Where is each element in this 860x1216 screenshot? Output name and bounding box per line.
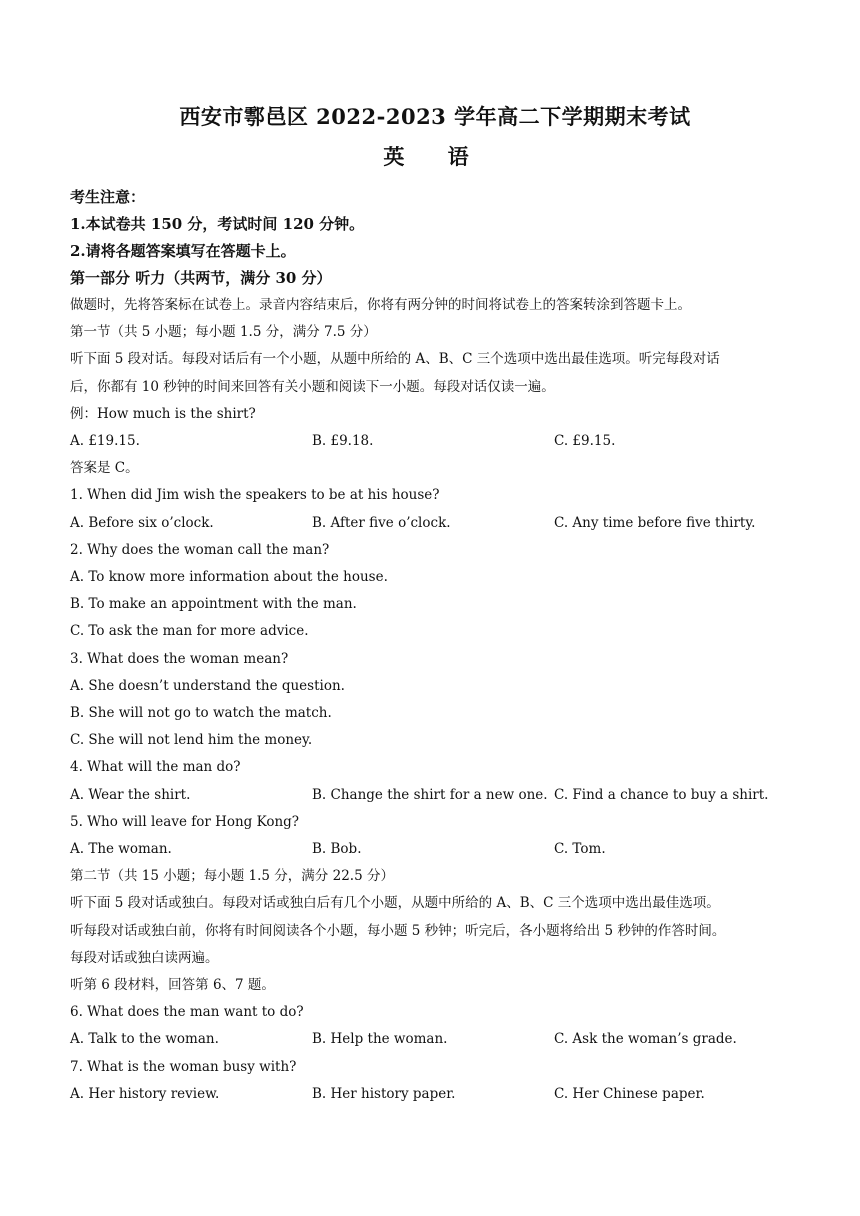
section2-instruction: 每段对话或独白读两遍。 — [70, 949, 219, 966]
option-b: B. To make an appointment with the man. — [70, 596, 357, 613]
option-c: C. Tom. — [554, 841, 606, 858]
option-a: A. Wear the shirt. — [70, 786, 191, 803]
section2-heading: 第二节（共 15 小题；每小题 1.5 分，满分 22.5 分） — [70, 868, 394, 885]
option-a: A. To know more information about the house. — [70, 569, 388, 586]
exam-page — [70, 100, 800, 1108]
part1-heading: 第一部分 听力（共两节，满分 30 分） — [70, 269, 332, 287]
option-c: C. To ask the man for more advice. — [70, 623, 309, 640]
question-5: 5. Who will leave for Hong Kong? — [70, 813, 300, 830]
section1-heading: 第一节（共 5 小题；每小题 1.5 分，满分 7.5 分） — [70, 324, 377, 341]
question-3: 3. What does the woman mean? — [70, 650, 289, 667]
question-7-options — [70, 1081, 800, 1108]
option-b: B. She will not go to watch the match. — [70, 705, 332, 722]
question-5-options — [70, 836, 800, 863]
option-a: A. Before six o’clock. — [70, 514, 214, 531]
option-c: C. £9.15. — [554, 433, 616, 450]
option-c: C. Any time before five thirty. — [554, 514, 756, 531]
question-1-options — [70, 510, 800, 537]
option-a: A. The woman. — [70, 841, 172, 858]
section1-instruction: 后，你都有 10 秒钟的时间来回答有关小题和阅读下一小题。每段对话仅读一遍。 — [70, 378, 555, 395]
option-a: A. She doesn’t understand the question. — [70, 677, 345, 694]
option-b: B. Her history paper. — [312, 1085, 456, 1102]
example-options — [70, 428, 800, 455]
option-a: A. £19.15. — [70, 433, 140, 450]
option-b: B. After five o’clock. — [312, 514, 451, 531]
page-title: 西安市鄠邑区 2022-2023 学年高二下学期期末考试 — [179, 104, 691, 129]
option-a: A. Talk to the woman. — [70, 1031, 219, 1048]
section2-instruction: 听每段对话或独白前，你将有时间阅读各个小题，每小题 5 秒钟；听完后，各小题将给出 5 秒钟的作答时间。 — [70, 922, 726, 939]
option-c: C. Find a chance to buy a shirt. — [554, 786, 769, 803]
option-b: B. Help the woman. — [312, 1031, 448, 1048]
option-c: C. Ask the woman’s grade. — [554, 1031, 737, 1048]
option-c: C. Her Chinese paper. — [554, 1085, 705, 1102]
notice-heading: 考生注意： — [70, 188, 146, 206]
notice-item: 1.本试卷共 150 分，考试时间 120 分钟。 — [70, 215, 365, 233]
subject-title: 英 语 — [383, 144, 487, 169]
part1-instruction: 做题时，先将答案标在试卷上。录音内容结束后，你将有两分钟的时间将试卷上的答案转涂到答题卡上。 — [70, 297, 691, 313]
question-6-options — [70, 1026, 800, 1053]
question-7: 7. What is the woman busy with? — [70, 1058, 297, 1075]
material-6-label: 听第 6 段材料，回答第 6、7 题。 — [70, 977, 275, 994]
question-6: 6. What does the man want to do? — [70, 1004, 304, 1021]
option-b: B. Change the shirt for a new one. — [312, 786, 548, 803]
question-1: 1. When did Jim wish the speakers to be at his house? — [70, 487, 440, 504]
option-a: A. Her history review. — [70, 1085, 220, 1102]
option-b: B. Bob. — [312, 841, 362, 858]
example-answer: 答案是 C。 — [70, 460, 139, 477]
option-b: B. £9.18. — [312, 433, 374, 450]
example-question: 例：How much is the shirt? — [70, 405, 256, 422]
section2-instruction: 听下面 5 段对话或独白。每段对话或独白后有几个小题，从题中所给的 A、B、C 三个选项中选出最佳选项。 — [70, 895, 720, 912]
question-2: 2. Why does the woman call the man? — [70, 541, 330, 558]
section1-instruction: 听下面 5 段对话。每段对话后有一个小题，从题中所给的 A、B、C 三个选项中选出最佳选项。听完每段对话 — [70, 351, 720, 368]
notice-item: 2.请将各题答案填写在答题卡上。 — [70, 242, 296, 260]
question-4-options — [70, 782, 800, 809]
option-c: C. She will not lend him the money. — [70, 732, 313, 749]
question-4: 4. What will the man do? — [70, 759, 241, 776]
